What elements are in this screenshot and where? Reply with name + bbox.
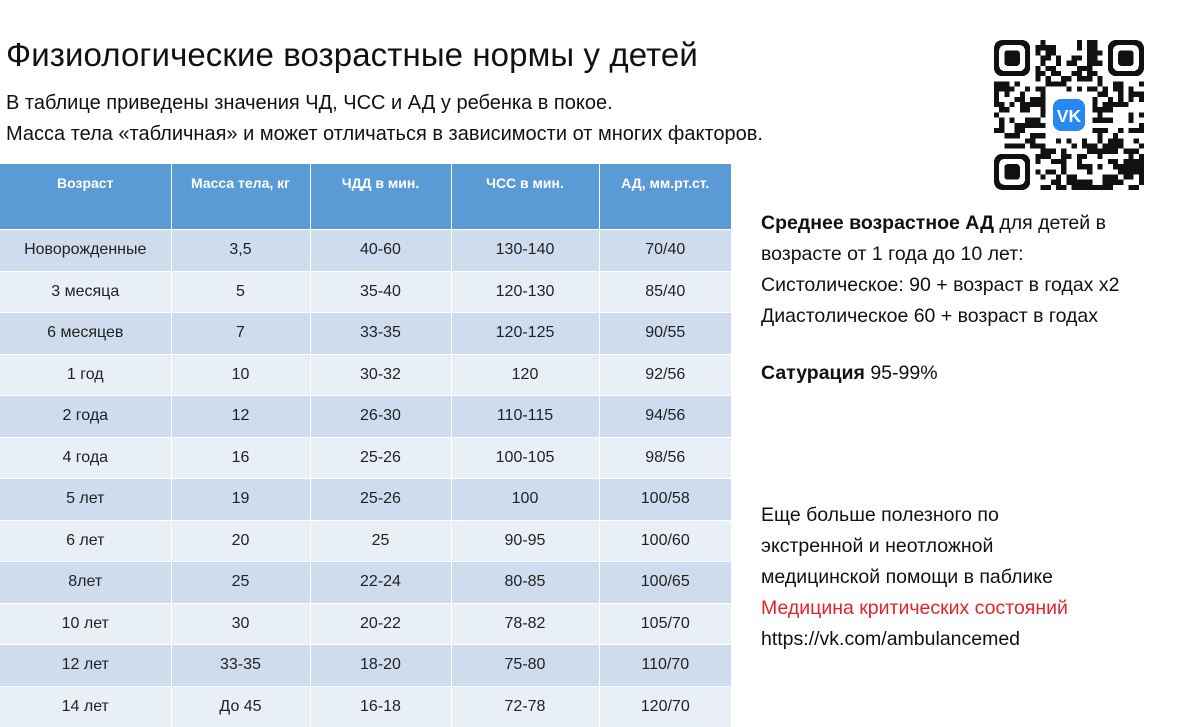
average-bp-block [761, 208, 1119, 332]
cell-weight: 33-35 [171, 645, 310, 687]
community-name-link[interactable]: Медицина критических состояний [761, 597, 1068, 619]
cell-resp-rate: 33-35 [310, 313, 451, 355]
systolic-formula: Систолическое: 90 + возраст в годах х2 [761, 274, 1120, 296]
cell-age: 14 лет [0, 686, 171, 727]
cell-weight: 16 [171, 437, 310, 479]
saturation-value: 95-99% [864, 362, 938, 384]
cell-blood-pressure: 100/58 [599, 479, 731, 521]
cell-age: 12 лет [0, 645, 171, 687]
header-weight: Масса тела, кг [171, 164, 310, 230]
cell-weight: 12 [171, 396, 310, 438]
cell-age: 4 года [0, 437, 171, 479]
table-row [0, 603, 731, 645]
cell-heart-rate: 130-140 [451, 230, 599, 272]
vk-logo-icon [1049, 95, 1089, 135]
cell-heart-rate: 80-85 [451, 562, 599, 604]
svg-text:VK: VK [1056, 106, 1082, 127]
header-blood-pressure: АД, мм.рт.ст. [599, 164, 731, 230]
cell-resp-rate: 18-20 [310, 645, 451, 687]
cell-blood-pressure: 70/40 [599, 230, 731, 272]
cell-weight: 20 [171, 520, 310, 562]
cell-blood-pressure: 100/60 [599, 520, 731, 562]
table-row [0, 645, 731, 687]
header-resp-rate: ЧДД в мин. [310, 164, 451, 230]
cell-resp-rate: 25-26 [310, 437, 451, 479]
cell-resp-rate: 22-24 [310, 562, 451, 604]
table-row [0, 562, 731, 604]
header-age: Возраст [0, 164, 171, 230]
cell-blood-pressure: 98/56 [599, 437, 731, 479]
cell-weight: 30 [171, 603, 310, 645]
cell-blood-pressure: 94/56 [599, 396, 731, 438]
cell-age: 10 лет [0, 603, 171, 645]
table-row [0, 437, 731, 479]
cell-age: 2 года [0, 396, 171, 438]
subtitle-line-1: В таблице приведены значения ЧД, ЧСС и АД у ребенка в покое. [6, 92, 613, 114]
cell-age: 8лет [0, 562, 171, 604]
diastolic-formula: Диастолическое 60 + возраст в годах [761, 305, 1098, 327]
finder-pattern-top-right [1108, 40, 1144, 76]
cell-blood-pressure: 110/70 [599, 645, 731, 687]
cell-heart-rate: 75-80 [451, 645, 599, 687]
cell-blood-pressure: 90/55 [599, 313, 731, 355]
average-bp-age-range: возрасте от 1 года до 10 лет: [761, 243, 1024, 265]
cell-heart-rate: 110-115 [451, 396, 599, 438]
cell-blood-pressure: 120/70 [599, 686, 731, 727]
page-title: Физиологические возрастные нормы у детей [6, 36, 698, 73]
cell-age: 6 месяцев [0, 313, 171, 355]
cell-weight: 7 [171, 313, 310, 355]
cell-heart-rate: 120 [451, 354, 599, 396]
table-row [0, 271, 731, 313]
community-url-link[interactable]: https://vk.com/ambulancemed [761, 628, 1021, 650]
cell-age: 1 год [0, 354, 171, 396]
table-row [0, 354, 731, 396]
cell-heart-rate: 90-95 [451, 520, 599, 562]
table-row [0, 313, 731, 355]
saturation-block [761, 358, 938, 389]
cell-weight: 5 [171, 271, 310, 313]
cell-age: Новорожденные [0, 230, 171, 272]
vk-qr-code[interactable] [994, 40, 1144, 190]
cell-blood-pressure: 100/65 [599, 562, 731, 604]
cell-age: 5 лет [0, 479, 171, 521]
cell-heart-rate: 78-82 [451, 603, 599, 645]
cell-resp-rate: 26-30 [310, 396, 451, 438]
subtitle-line-2: Масса тела «табличная» и может отличаться в зависимости от многих факторов. [6, 123, 763, 145]
cell-weight: 25 [171, 562, 310, 604]
cell-resp-rate: 25 [310, 520, 451, 562]
cell-age: 6 лет [0, 520, 171, 562]
cell-heart-rate: 120-130 [451, 271, 599, 313]
table-row [0, 479, 731, 521]
average-bp-heading-rest: для детей в [993, 212, 1106, 234]
saturation-label: Сатурация [761, 362, 865, 384]
cell-weight: 3,5 [171, 230, 310, 272]
cell-resp-rate: 35-40 [310, 271, 451, 313]
cell-blood-pressure: 92/56 [599, 354, 731, 396]
cell-weight: 10 [171, 354, 310, 396]
table-row [0, 396, 731, 438]
finder-pattern-top-left [994, 40, 1030, 76]
norms-table [0, 164, 731, 727]
table-row [0, 520, 731, 562]
cell-blood-pressure: 85/40 [599, 271, 731, 313]
average-bp-heading: Среднее возрастное АД [761, 212, 994, 234]
promo-line-1: Еще больше полезного по [761, 504, 999, 526]
table-row [0, 686, 731, 727]
cell-heart-rate: 100-105 [451, 437, 599, 479]
cell-blood-pressure: 105/70 [599, 603, 731, 645]
cell-weight: До 45 [171, 686, 310, 727]
cell-weight: 19 [171, 479, 310, 521]
finder-pattern-bottom-left [994, 154, 1030, 190]
table-row [0, 230, 731, 272]
promo-block [761, 500, 1068, 655]
header-heart-rate: ЧСС в мин. [451, 164, 599, 230]
cell-resp-rate: 30-32 [310, 354, 451, 396]
cell-resp-rate: 16-18 [310, 686, 451, 727]
cell-resp-rate: 40-60 [310, 230, 451, 272]
cell-resp-rate: 20-22 [310, 603, 451, 645]
promo-line-3: медицинской помощи в паблике [761, 566, 1053, 588]
cell-resp-rate: 25-26 [310, 479, 451, 521]
cell-age: 3 месяца [0, 271, 171, 313]
cell-heart-rate: 100 [451, 479, 599, 521]
table-header-row [0, 164, 731, 230]
cell-heart-rate: 72-78 [451, 686, 599, 727]
cell-heart-rate: 120-125 [451, 313, 599, 355]
promo-line-2: экстренной и неотложной [761, 535, 994, 557]
